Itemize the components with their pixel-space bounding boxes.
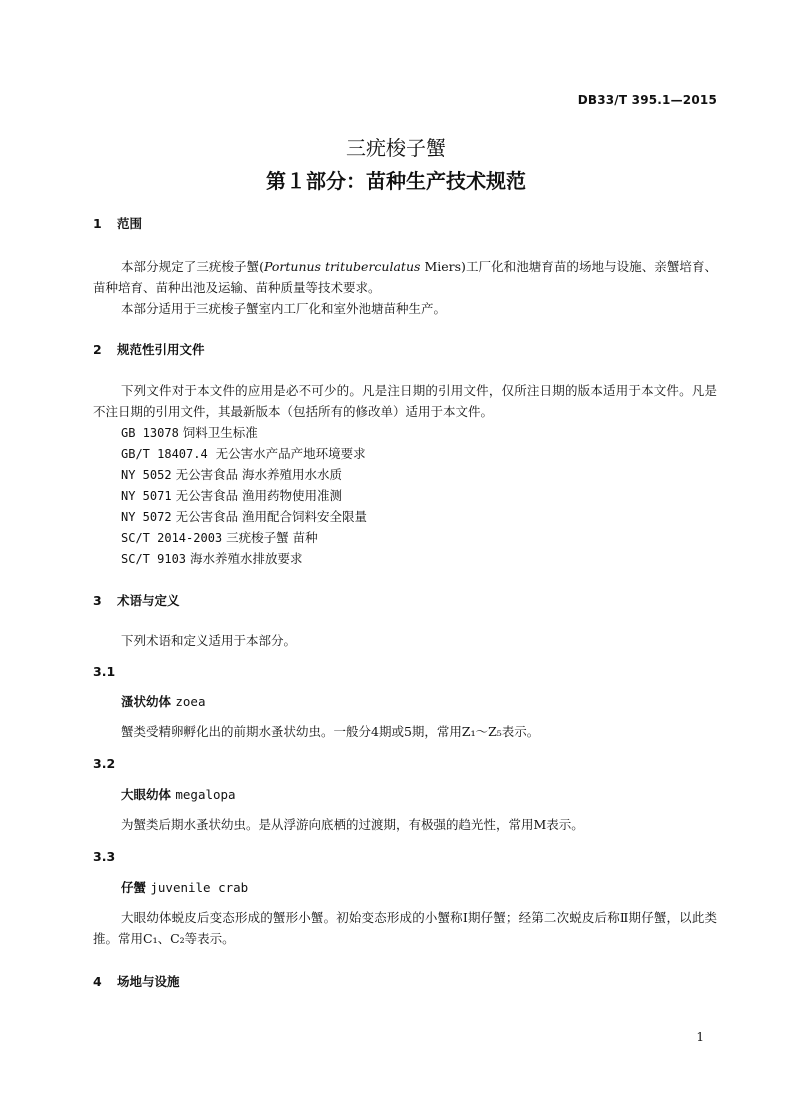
reference-title: 海水养殖水排放要求: [190, 551, 303, 566]
scope-paragraph: [93, 256, 717, 298]
term-heading: [121, 878, 248, 896]
term-number: 3.3: [93, 849, 116, 864]
reference-code: GB/T 18407.4: [121, 447, 208, 461]
term-definition: 为蟹类后期水蚤状幼虫。是从浮游向底栖的过渡期，有极强的趋光性，常用M表示。: [121, 817, 584, 832]
reference-code: SC/T 9103: [121, 552, 187, 566]
reference-title: 无公害水产品产地环境要求: [215, 446, 366, 461]
term-definition: 大眼幼体蜕皮后变态形成的蟹形小蟹。初始变态形成的小蟹称Ⅰ期仔蟹；经第二次蜕皮后称Ⅱ期仔蟹，以此类推。常用C₁、C₂等表示。: [93, 910, 717, 946]
document-subtitle: 第１部分：苗种生产技术规范: [266, 169, 526, 193]
reference-title: 三疣梭子蟹 苗种: [226, 530, 318, 545]
section-heading-references: [93, 340, 205, 358]
section-heading-facilities: [93, 972, 180, 990]
section-title: 术语与定义: [117, 593, 180, 608]
references-intro: 下列文件对于本文件的应用是必不可少的。凡是注日期的引用文件，仅所注日期的版本适用于本文件。凡是不注日期的引用文件，其最新版本（包括所有的修改单）适用于本文件。: [93, 383, 717, 419]
section-title: 场地与设施: [117, 974, 180, 989]
term-zh: 大眼幼体: [121, 787, 172, 802]
term-en: juvenile crab: [150, 880, 249, 895]
reference-item: [121, 444, 366, 462]
reference-item: [121, 507, 367, 525]
latin-name: Portunus trituberculatus: [263, 259, 421, 274]
reference-code: NY 5072: [121, 510, 172, 524]
section-number: 4: [93, 974, 102, 989]
term-definition: 蟹类受精卵孵化出的前期水蚤状幼虫。一般分4期或5期，常用Z₁～Z₅表示。: [121, 724, 540, 739]
section-heading-terms: [93, 591, 180, 609]
term-number: 3.1: [93, 664, 116, 679]
reference-item: [121, 465, 342, 483]
term-heading: [121, 785, 236, 803]
term-en: zoea: [175, 694, 206, 709]
term-zh: 仔蟹: [121, 880, 147, 895]
reference-title: 饲料卫生标准: [182, 425, 258, 440]
section-number: 2: [93, 342, 102, 357]
reference-code: SC/T 2014-2003: [121, 531, 223, 545]
term-number: 3.2: [93, 756, 116, 771]
terms-intro: 下列术语和定义适用于本部分。: [121, 633, 297, 648]
document-title: 三疣梭子蟹: [346, 136, 446, 160]
term-zh: 溞状幼体: [121, 694, 172, 709]
reference-title: 无公害食品 渔用配合饲料安全限量: [175, 509, 368, 524]
term-en: megalopa: [175, 787, 236, 802]
scope-text-a: 本部分规定了三疣梭子蟹(: [121, 259, 264, 274]
reference-code: NY 5071: [121, 489, 172, 503]
section-heading-scope: [93, 214, 142, 232]
section-number: 1: [93, 216, 102, 231]
section-title: 范围: [117, 216, 143, 231]
reference-item: [121, 549, 303, 567]
reference-title: 无公害食品 渔用药物使用准测: [175, 488, 343, 503]
reference-code: NY 5052: [121, 468, 172, 482]
scope-text-b: Miers)工厂化和池塘育苗的场地与设施、亲蟹培育、苗种培育、苗种出池及运输、苗种质量等技术要求。: [93, 259, 717, 295]
reference-item: [121, 423, 258, 441]
page-number: 1: [696, 1030, 704, 1044]
scope-applicability: 本部分适用于三疣梭子蟹室内工厂化和室外池塘苗种生产。: [121, 301, 447, 316]
standard-code: DB33/T 395.1—2015: [577, 93, 717, 107]
term-heading: [121, 692, 205, 710]
reference-item: [121, 528, 318, 546]
reference-code: GB 13078: [121, 426, 179, 440]
section-number: 3: [93, 593, 102, 608]
section-title: 规范性引用文件: [117, 342, 205, 357]
reference-title: 无公害食品 海水养殖用水水质: [175, 467, 343, 482]
reference-item: [121, 486, 342, 504]
